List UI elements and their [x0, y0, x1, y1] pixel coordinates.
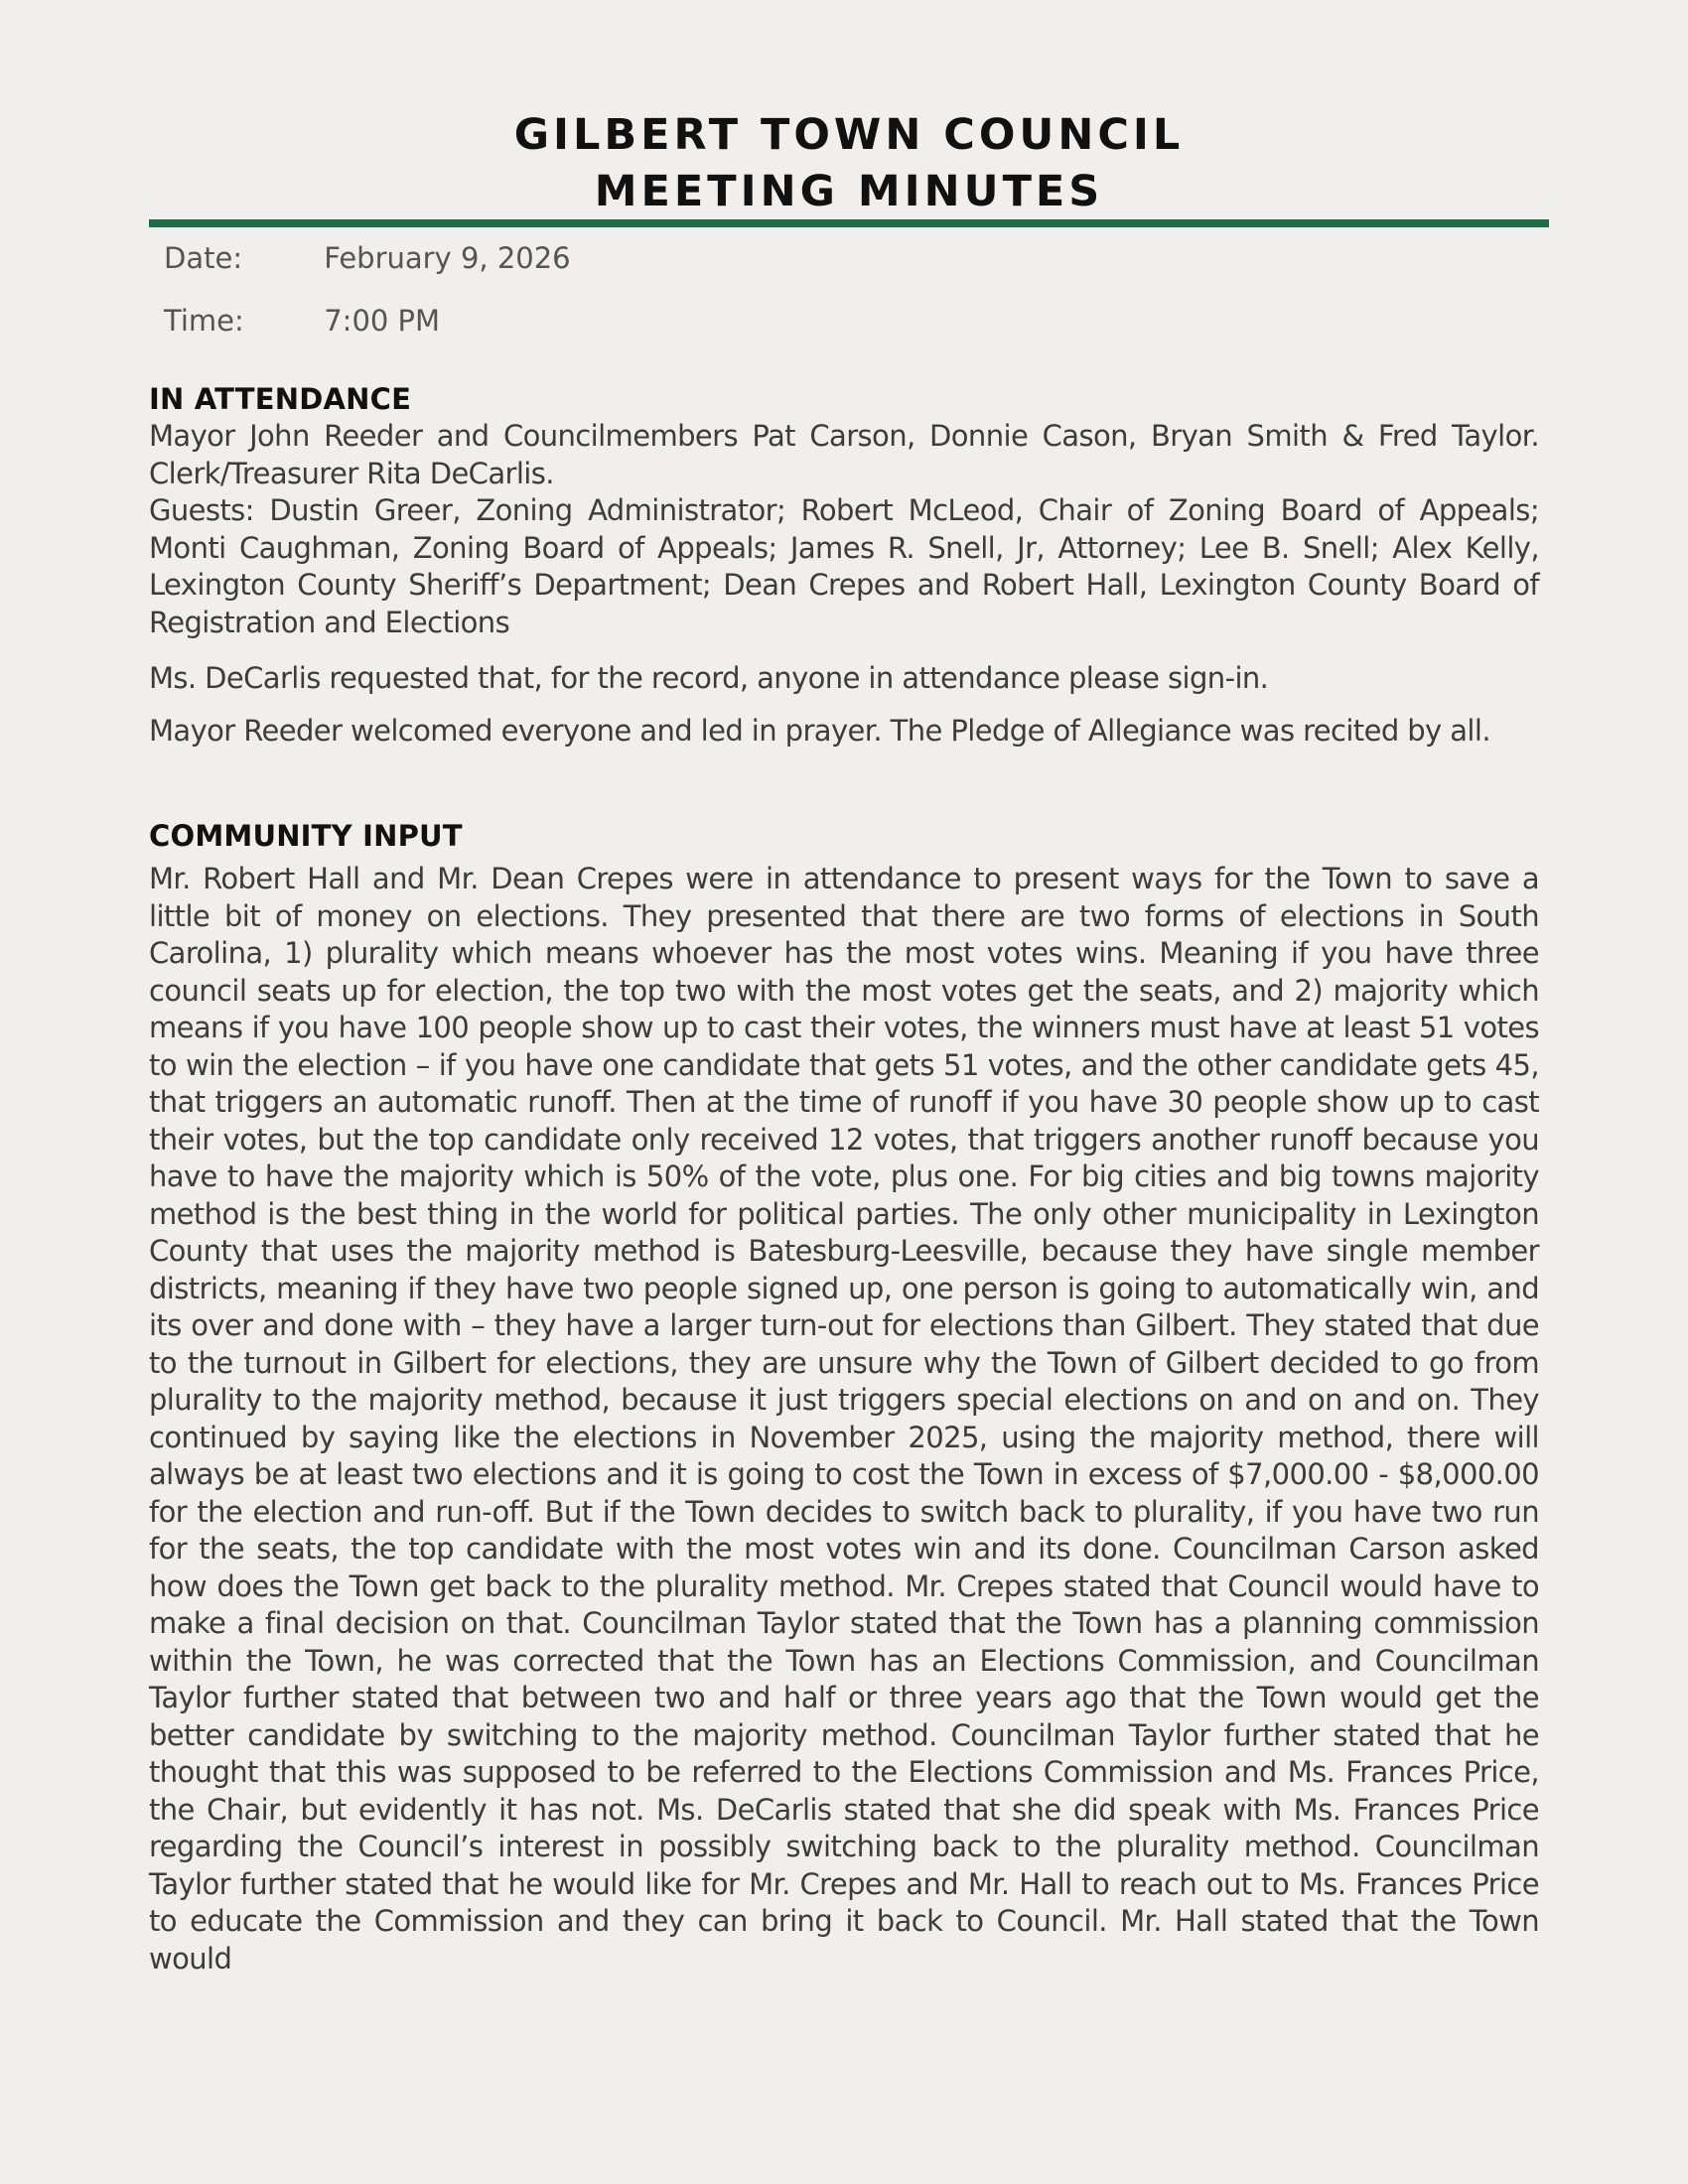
time-row [164, 304, 440, 338]
welcome-note: Mayor Reeder welcomed everyone and led in prayer. The Pledge of Allegiance was recited by all. [149, 714, 1490, 748]
community-input-heading: COMMUNITY INPUT [149, 819, 463, 853]
attendance-guests: Guests: Dustin Greer, Zoning Administrator; Robert McLeod, Chair of Zoning Board of Appeals; Monti Caughman, Zoning Board of Appeals; James R. Snell, Jr, Attorney; Lee B. Snell; Alex Kelly, Lexington County Sheriff’s Department; Dean Crepes and Robert Hall, Lexington County Board of Registration and Elections [149, 493, 1539, 639]
community-input-body: Mr. Robert Hall and Mr. Dean Crepes were in attendance to present ways for the Town to save a little bit of money on elections. They presented that there are two forms of elections in South Carolina, 1) plurality which means whoever has the most votes wins. Meaning if you have three council seats up for election, the top two with the most votes get the seats, and 2) majority which means if you have 100 people show up to cast their votes, the winners must have at least 51 votes to win the election – if you have one candidate that gets 51 votes, and the other candidate gets 45, that triggers an automatic runoff. Then at the time of runoff if you have 30 people show up to cast their votes, but the top candidate only received 12 votes, that triggers another runoff because you have to have the majority which is 50% of the vote, plus one. For big cities and big towns majority method is the best thing in the world for political parties. The only other municipality in Lexington County that uses the majority method is Batesburg-Leesville, because they have single member districts, meaning if they have two people signed up, one person is going to automatically win, and its over and done with – they have a larger turn-out for elections than Gilbert. They stated that due to the turnout in Gilbert for elections, they are unsure why the Town of Gilbert decided to go from plurality to the majority method, because it just triggers special elections on and on and on. They continued by saying like the elections in November 2025, using the majority method, there will always be at least two elections and it is going to cost the Town in excess of $7,000.00 - $8,000.00 for the election and run-off. But if the Town decides to switch back to plurality, if you have two run for the seats, the top candidate with the most votes win and its done. Councilman Carson asked how does the Town get back to the plurality method. Mr. Crepes stated that Council would have to make a final decision on that. Councilman Taylor stated that the Town has a planning commission within the Town, he was corrected that the Town has an Elections Commission, and Councilman Taylor further stated that between two and half or three years ago that the Town would get the better candidate by switching to the majority method. Councilman Taylor further stated that he thought that this was supposed to be referred to the Elections Commission and Ms. Frances Price, the Chair, but evidently it has not. Ms. DeCarlis stated that she did speak with Ms. Frances Price regarding the Council’s interest in possibly switching back to the plurality method. Councilman Taylor further stated that he would like for Mr. Crepes and Mr. Hall to reach out to Ms. Frances Price to educate the Commission and they can bring it back to Council. Mr. Hall stated that the Town would [149, 862, 1539, 1976]
date-row [164, 241, 571, 275]
attendance-heading: IN ATTENDANCE [149, 382, 412, 416]
title-divider [149, 219, 1549, 227]
time-label: Time: [164, 304, 244, 338]
document-title [149, 107, 1549, 220]
date-label: Date: [164, 241, 243, 275]
sign-in-note: Ms. DeCarlis requested that, for the record, anyone in attendance please sign-in. [149, 661, 1269, 695]
title-line-council: GILBERT TOWN COUNCIL [513, 110, 1185, 160]
date-value: February 9, 2026 [324, 241, 571, 275]
attendance-members: Mayor John Reeder and Councilmembers Pat Carson, Donnie Cason, Bryan Smith & Fred Taylor. Clerk/Treasurer Rita DeCarlis. [149, 419, 1539, 490]
title-line-minutes: MEETING MINUTES [594, 167, 1104, 216]
time-value: 7:00 PM [324, 304, 441, 338]
